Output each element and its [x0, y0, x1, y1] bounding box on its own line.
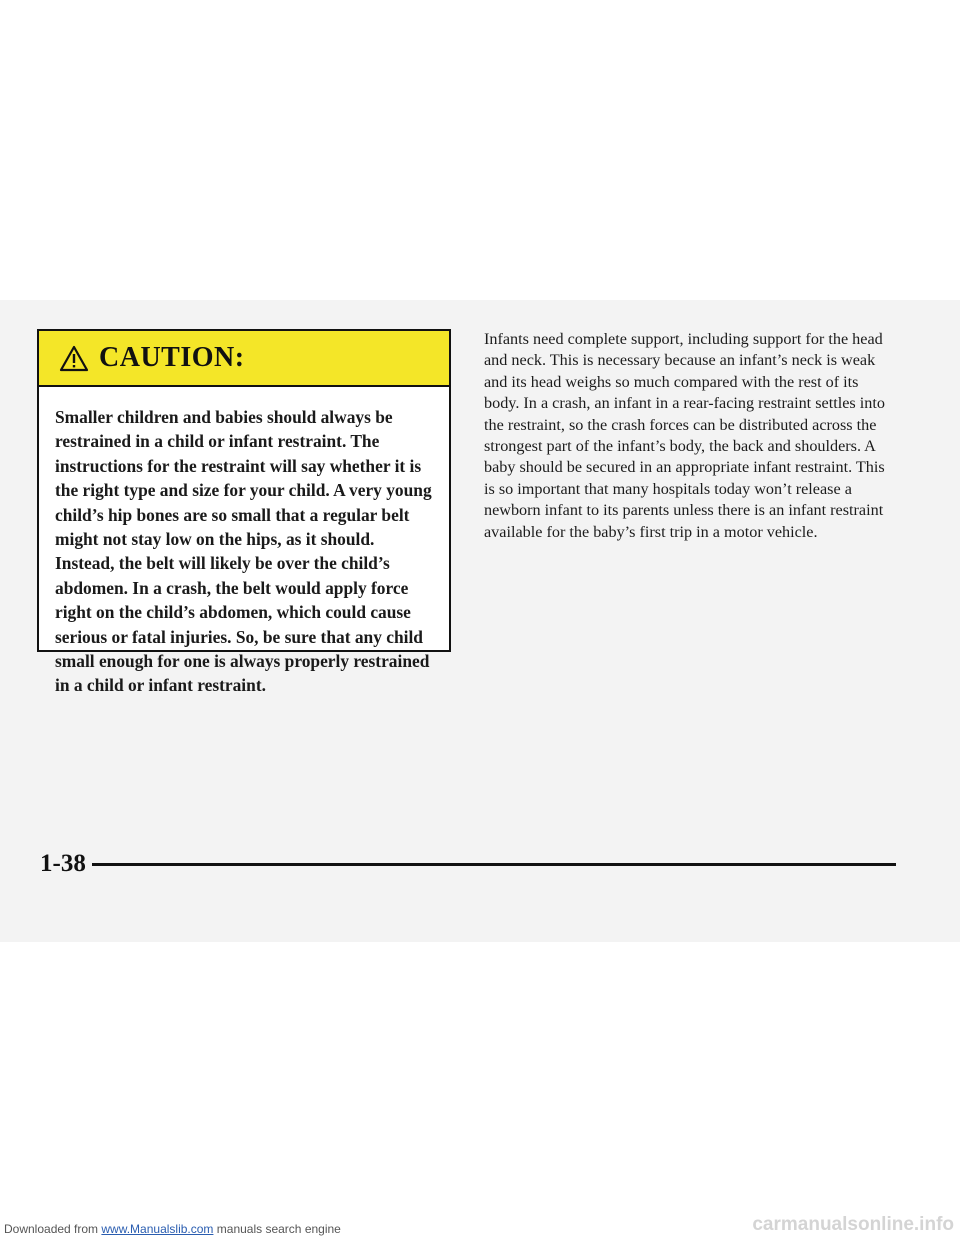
- download-note-suffix: manuals search engine: [213, 1222, 341, 1236]
- caution-text: Smaller children and babies should always be restrained in a child or infant restraint. The instructions for the restraint will say whether it is the right type and size for your child. A very young child’s hip bones are so small that a regular belt might not stay low on the hips, as it should. Instead, the belt will likely be over the child’s abdomen. In a crash, the belt would apply force right on the child’s abdomen, which could cause serious or fatal injuries. So, be sure that any child small enough for one is always properly restrained in a child or infant restraint.: [55, 407, 432, 696]
- download-note-prefix: Downloaded from: [4, 1222, 102, 1236]
- footer-rule: [92, 863, 896, 866]
- warning-triangle-icon: [59, 345, 89, 372]
- caution-box: [37, 329, 451, 696]
- caution-title: CAUTION:: [99, 342, 245, 373]
- page-number: 1-38: [40, 850, 86, 877]
- caution-header: [39, 331, 449, 387]
- download-note: [4, 1222, 341, 1236]
- manualslib-link[interactable]: www.Manualslib.com: [101, 1222, 214, 1236]
- watermark: carmanualsonline.info: [752, 1214, 954, 1235]
- infant-support-paragraph: Infants need complete support, including support for the head and neck. This is necessary because an infant’s neck is weak and its head weighs so much compared with the rest of its body. In a crash, an infant in a rear-facing restraint settles into the restraint, so the crash forces can be distributed across the strongest part of the infant’s body, the back and shoulders. A baby should be secured in an appropriate infant restraint. This is so important that many hospitals today won’t release a newborn infant to its parents unless there is an infant restraint available for the baby’s first trip in a motor vehicle.: [484, 330, 885, 541]
